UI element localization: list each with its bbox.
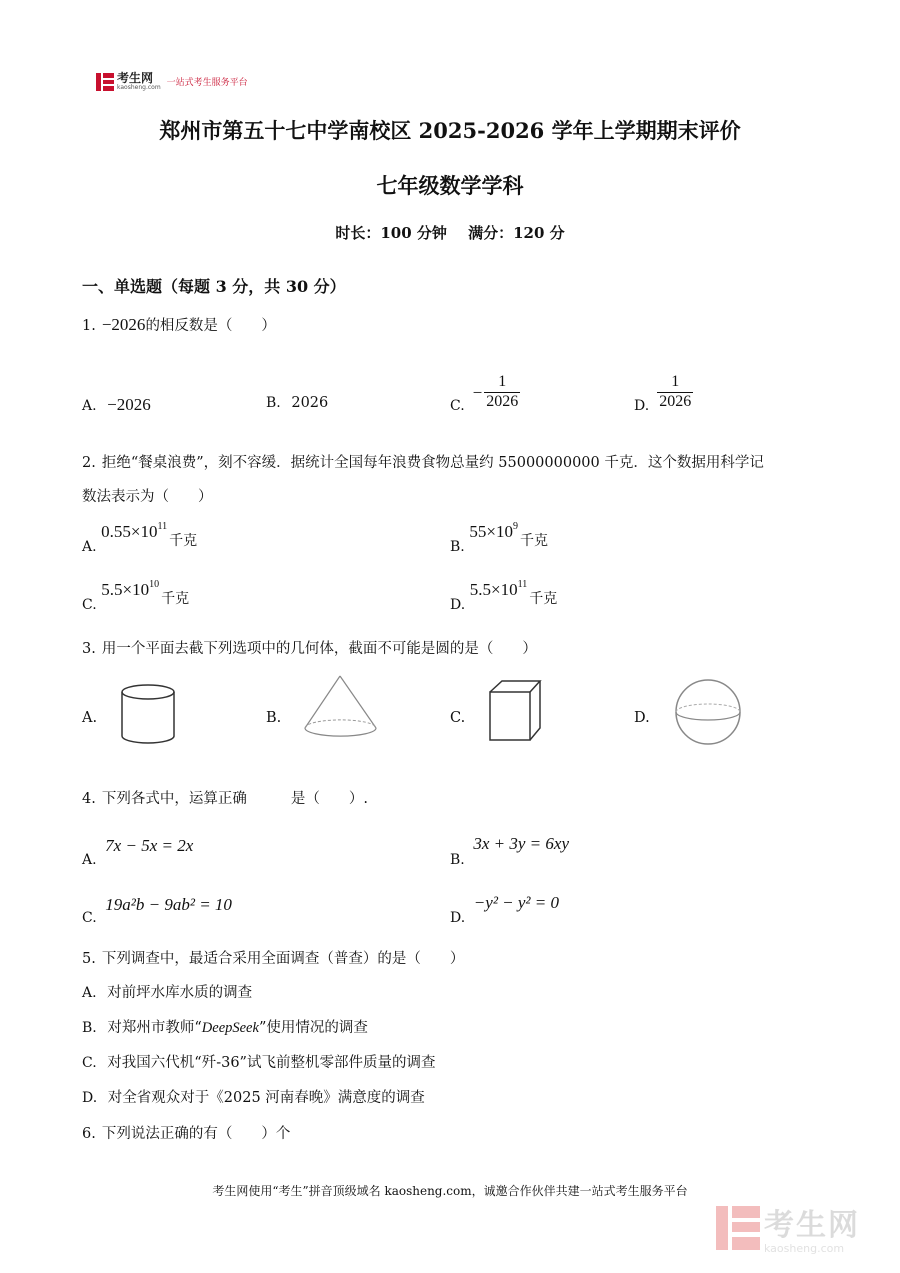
option-unit: 千克 [529, 591, 558, 607]
option-value: 7x − 5x = 2x [105, 836, 194, 855]
watermark-logo [716, 1200, 860, 1255]
cylinder-icon [118, 682, 180, 746]
option-label: C. [82, 597, 97, 613]
q4-option-b [450, 834, 569, 868]
option-value: 19a²b − 9ab² = 10 [105, 895, 232, 914]
q1-option-b [266, 396, 328, 411]
sphere-icon [670, 678, 746, 746]
sci-exponent: 11 [517, 579, 528, 590]
q2-option-a [82, 521, 198, 555]
fraction-denominator: 2026 [659, 393, 692, 410]
option-text-end: ”使用情况的调查 [258, 1020, 368, 1036]
question-text: 拒绝“餐桌浪费”，刻不容缓．据统计全国每年浪费食物总量约 55000000000 千克．这个数据用科学记 [101, 455, 764, 471]
exam-meta [0, 222, 900, 243]
option-value [101, 580, 159, 599]
q5-option-d [82, 1091, 425, 1106]
q1-option-d [634, 371, 693, 413]
question-5-stem [82, 952, 464, 967]
question-number: 3. [82, 641, 96, 657]
option-text: 对郑州市教师“ [107, 1020, 202, 1036]
question-number: 4. [82, 791, 96, 807]
sci-base: 5.5×10 [101, 580, 150, 599]
option-label: B. [450, 852, 465, 868]
logo-name: 考生网 [117, 71, 154, 85]
q4-option-c [82, 895, 232, 926]
question-2-stem [82, 456, 764, 471]
question-3-stem [82, 642, 537, 657]
header-logo [96, 72, 248, 91]
option-value: 2026 [291, 395, 329, 411]
option-label: A. [82, 398, 97, 414]
option-unit: 千克 [519, 533, 548, 549]
exam-title: 郑州市第五十七中学南校区 2025-2026 学年上学期期末评价 [159, 118, 741, 143]
option-text: 对前坪水库水质的调查 [107, 985, 253, 1001]
watermark-name: 考生网 [764, 1208, 860, 1243]
q4-option-a [82, 836, 194, 868]
option-label: B. [450, 539, 465, 555]
question-text: 用一个平面去截下列选项中的几何体，截面不可能是圆的是（ ） [101, 641, 537, 657]
q5-option-a [82, 986, 252, 1001]
option-italic-term: DeepSeek [201, 1020, 259, 1036]
question-text: 下列各式中，运算正确 [101, 791, 247, 807]
q4-option-d [450, 893, 559, 926]
question-1-stem [82, 316, 276, 334]
exam-duration: 时长：100 分钟 [335, 224, 447, 242]
sci-base: 5.5×10 [469, 580, 518, 599]
question-text: 下列调查中，最适合采用全面调查（普查）的是（ ） [101, 951, 465, 967]
section-heading: 一、单选题（每题 3 分，共 30 分） [82, 277, 346, 296]
question-number: 1. [82, 318, 96, 334]
option-label: A. [82, 985, 97, 1001]
option-sign: − [472, 382, 483, 402]
sci-exponent: 9 [512, 521, 518, 532]
question-text: 下列说法正确的有（ ）个 [101, 1126, 291, 1142]
question-4-stem [82, 792, 368, 807]
question-number: 2. [82, 455, 96, 471]
fraction-numerator: 1 [498, 373, 507, 390]
option-unit: 千克 [161, 591, 190, 607]
sci-exponent: 10 [149, 579, 160, 590]
exam-full-score: 满分：120 分 [468, 224, 565, 242]
question-number: 6. [82, 1126, 96, 1142]
q5-option-c [82, 1056, 435, 1071]
sci-exponent: 11 [157, 521, 168, 532]
q5-option-b [82, 1021, 368, 1036]
option-label: D. [450, 910, 466, 926]
option-value: −2026 [107, 395, 151, 414]
q3-option-a-label: A. [82, 710, 98, 726]
option-label: C. [82, 1055, 97, 1071]
sci-base: 55×10 [469, 522, 513, 541]
option-fraction [484, 374, 520, 410]
option-value [101, 522, 167, 541]
question-math: −2026 [101, 315, 146, 334]
q2-option-c [82, 579, 190, 613]
fraction-denominator: 2026 [486, 393, 519, 410]
option-text: 对全省观众对于《2025 河南春晚》满意度的调查 [107, 1090, 425, 1106]
question-text: 的相反数是（ ） [145, 318, 276, 334]
question-text-end: 是（ ）. [290, 791, 368, 807]
option-value [470, 580, 527, 599]
option-label: C. [450, 398, 465, 414]
kaosheng-watermark-icon [716, 1206, 760, 1250]
sci-base: 0.55×10 [101, 522, 158, 541]
option-label: D. [634, 398, 650, 414]
option-value: −y² − y² = 0 [473, 893, 559, 912]
kaosheng-logo-icon [96, 73, 114, 91]
q2-option-d [450, 579, 558, 613]
cube-icon [486, 678, 544, 744]
option-label: D. [450, 597, 466, 613]
q3-option-b-label: B. [266, 710, 282, 726]
q2-option-b [450, 521, 548, 555]
logo-domain: kaosheng.com [117, 84, 161, 91]
option-label: B. [82, 1020, 97, 1036]
q1-option-a [82, 396, 151, 414]
option-label: A. [82, 539, 97, 555]
q3-option-d-label: D. [634, 710, 650, 726]
fraction-numerator: 1 [671, 373, 680, 390]
footer-text: 考生网使用“考生”拼音顶级域名 kaosheng.com，诚邀合作伙伴共建一站式考生服务平台 [212, 1184, 688, 1198]
question-2-stem-line2: 数法表示为（ ） [82, 489, 213, 505]
watermark-domain: kaosheng.com [764, 1242, 845, 1255]
question-number: 5. [82, 951, 96, 967]
option-label: C. [82, 910, 97, 926]
option-value: 3x + 3y = 6xy [473, 834, 569, 853]
question-6-stem [82, 1127, 290, 1142]
q1-option-c [450, 371, 520, 413]
option-text: 对我国六代机“歼-36”试飞前整机零部件质量的调查 [107, 1055, 436, 1071]
q3-option-c-label: C. [450, 710, 466, 726]
option-label: D. [82, 1090, 98, 1106]
cone-icon [300, 672, 382, 744]
exam-subtitle: 七年级数学学科 [376, 173, 524, 198]
option-unit: 千克 [169, 533, 198, 549]
option-fraction [657, 374, 693, 410]
option-label: B. [266, 395, 281, 411]
logo-slogan: 一站式考生服务平台 [166, 78, 248, 88]
option-value [469, 522, 518, 541]
option-label: A. [82, 852, 97, 868]
